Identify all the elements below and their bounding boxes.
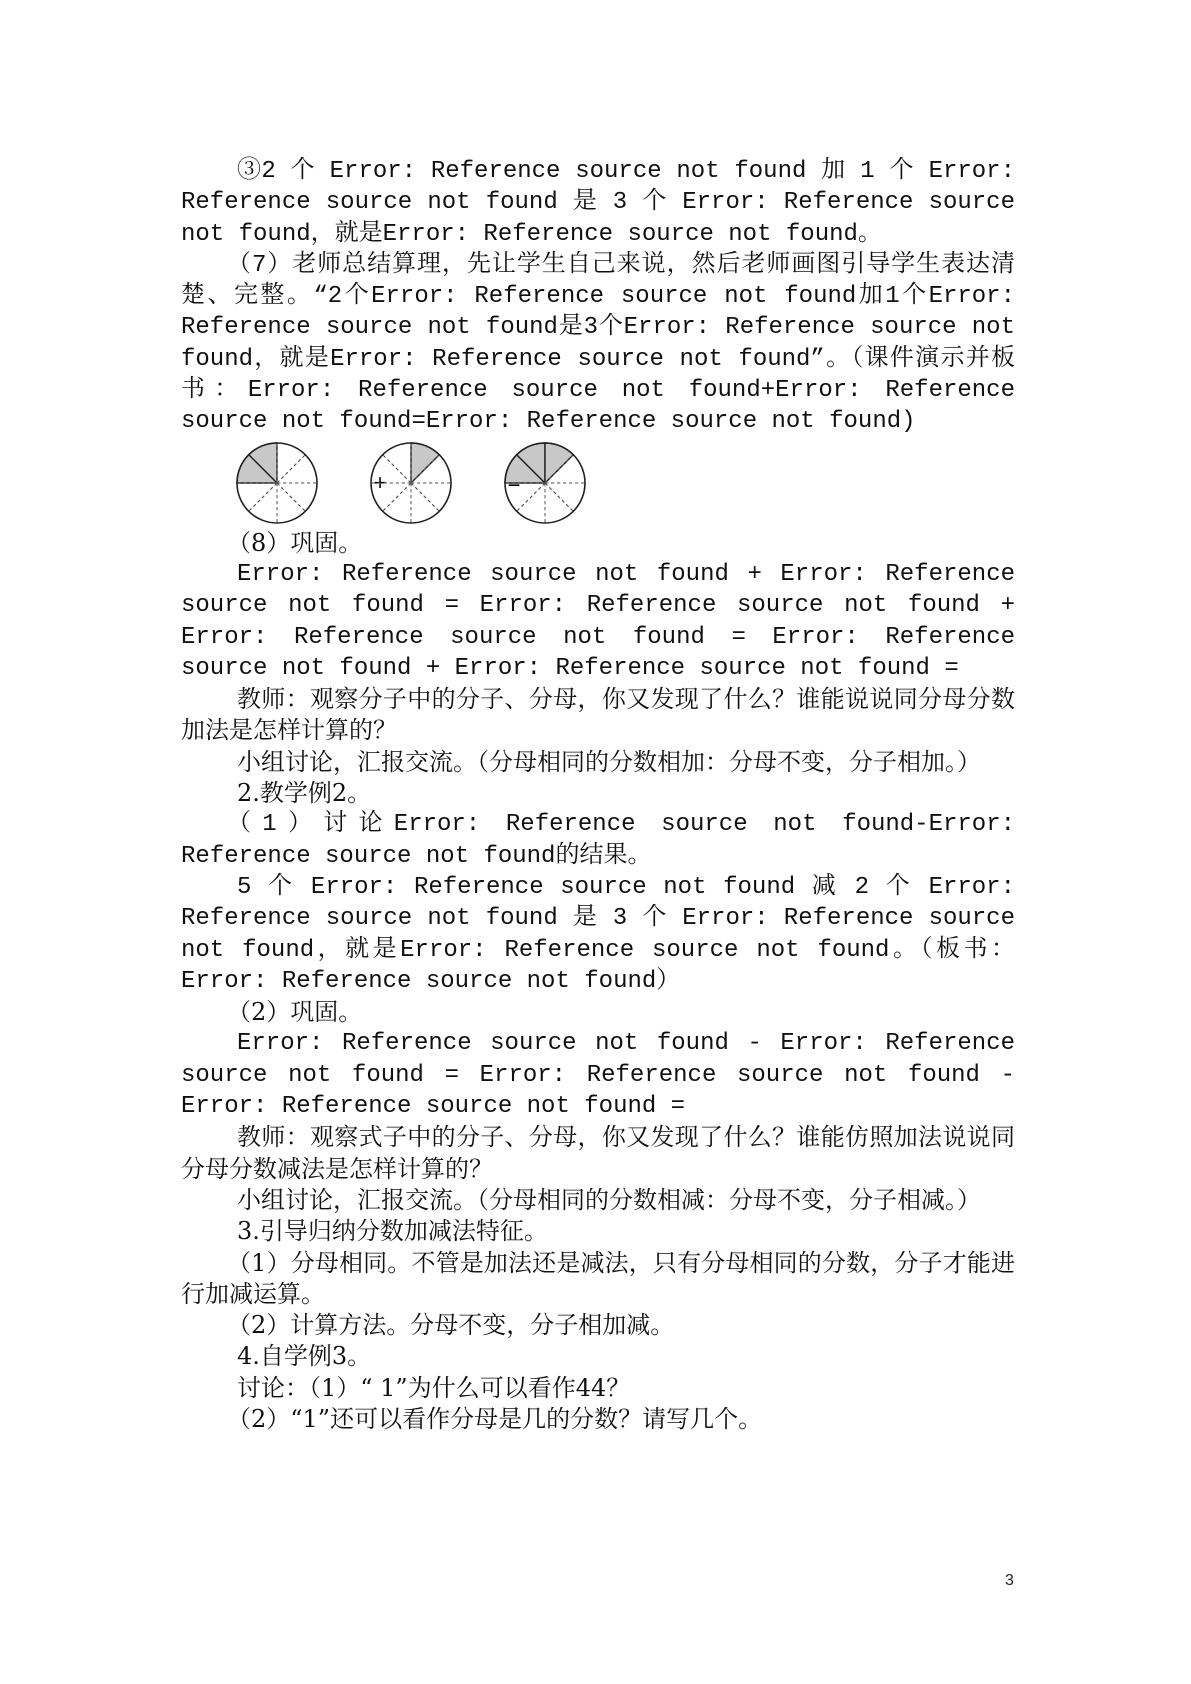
shaded-slice <box>545 443 573 483</box>
paragraph-15: （1）分母相同。不管是加法还是减法，只有分母相同的分数，分子才能进行加减运算。 <box>181 1248 1015 1308</box>
paragraph-2: （7）老师总结算理，先让学生自己来说，然后老师画图引导学生表达清楚、完整。“2个Error: Reference source not found加1个Error: Reference source not found是3个Error: Reference source not found，就是Error: Reference source not found”。（课件演示并板书：Error: Reference source not found+Error: Reference source not found=Error: Reference source not found) <box>181 251 1015 436</box>
paragraph-8: （1）讨论Error: Reference source not found-Error: Reference source not found的结果。 <box>181 811 1015 870</box>
paragraph-5: 教师：观察分子中的分子、分母，你又发现了什么？谁能说说同分母分数加法是怎样计算的？ <box>181 685 1015 745</box>
shaded-slice <box>411 443 439 483</box>
paragraph-10: （2）巩固。 <box>227 998 363 1027</box>
fraction-circle-two-eighths <box>237 443 317 523</box>
fraction-circles-svg <box>235 440 635 526</box>
empty-slice <box>545 483 585 511</box>
paragraph-14: 3.引导归纳分数加减法特征。 <box>237 1217 548 1246</box>
empty-slice <box>411 483 439 523</box>
empty-slice <box>277 454 317 482</box>
empty-slice <box>383 483 411 523</box>
empty-slice <box>277 483 305 523</box>
paragraph-18: 讨论：（1）“ 1”为什么可以看作44？ <box>237 1373 631 1402</box>
page-number: 3 <box>1005 1572 1014 1589</box>
paragraph-16: （2）计算方法。分母不变，分子相加减。 <box>227 1311 675 1340</box>
document-body <box>181 156 1015 1435</box>
paragraph-4: Error: Reference source not found + Error: Reference source not found = Error: Reference source not found + Error: Reference source not found = Error: Reference source not found + Error: Reference source not found = <box>181 560 1015 682</box>
empty-slice <box>383 443 411 483</box>
empty-slice <box>411 483 451 511</box>
empty-slice <box>249 483 277 523</box>
fraction-circle-three-eighths <box>505 443 585 523</box>
paragraph-13: 小组讨论，汇报交流。（分母相同的分数相减：分母不变，分子相减。） <box>237 1185 981 1214</box>
paragraph-3: （8）巩固。 <box>227 528 363 557</box>
empty-slice <box>277 443 305 483</box>
paragraph-9: 5 个 Error: Reference source not found 减 2 个 Error: Reference source not found 是 3 个 Error: Reference source not found，就是Error: Reference source not found。（板书：Error: Reference source not found） <box>181 873 1015 995</box>
empty-slice <box>545 483 573 523</box>
paragraph-17: 4.自学例3。 <box>237 1342 372 1371</box>
plus-sign: + <box>373 469 387 495</box>
paragraph-6: 小组讨论，汇报交流。（分母相同的分数相加：分母不变，分子相加。） <box>237 747 981 776</box>
empty-slice <box>517 483 545 523</box>
fraction-addition-figure <box>235 440 635 526</box>
empty-slice <box>277 483 317 511</box>
empty-slice <box>237 483 277 511</box>
paragraph-1: ③2 个 Error: Reference source not found 加 1 个 Error: Reference source not found 是 3 个 Error: Reference source not found，就是Error: Reference source not found。 <box>181 158 1015 248</box>
paragraph-7: 2.教学例2。 <box>237 779 372 808</box>
paragraph-12: 教师：观察式子中的分子、分母，你又发现了什么？谁能仿照加法说说同分母分数减法是怎样计算的？ <box>181 1123 1015 1183</box>
paragraph-11: Error: Reference source not found - Error: Reference source not found = Error: Reference source not found - Error: Reference source not found = <box>181 1030 1015 1121</box>
paragraph-19: （2）“1”还可以看作分母是几的分数？请写几个。 <box>227 1404 763 1433</box>
